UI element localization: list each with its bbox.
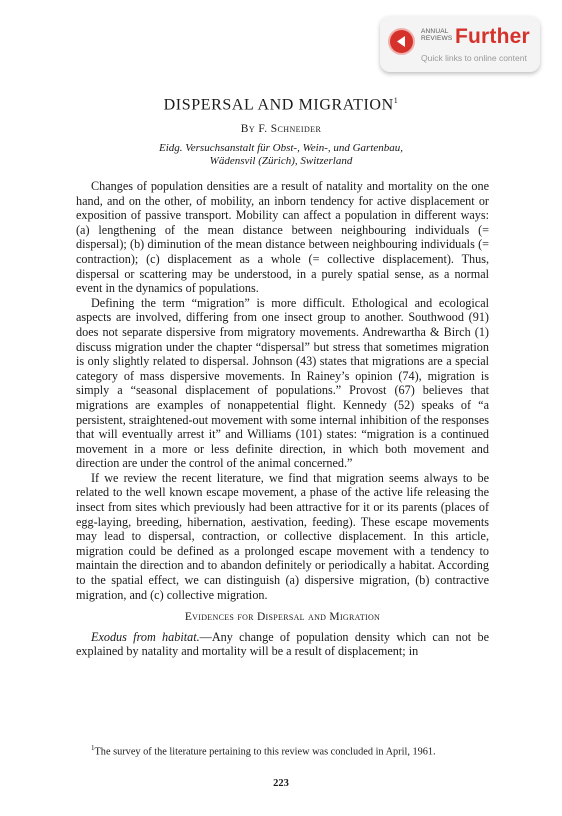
affiliation-line-2: Wädensvil (Zürich), Switzerland	[209, 155, 353, 167]
exodus-lead: Exodus from habitat.	[91, 629, 200, 644]
paragraph-3: If we review the recent literature, we find that migration seems always to be related to the well known escape movement, a phase of the active life releasing the insect from sites which previously had been attractive for it or its parents (places of egg-laying, breeding, hibernation, aestivation, feeding). These escape movements may lead to dispersal, contraction, or collective displacement. In this article, migration could be defined as a prolonged escape movement with a tendency to maintain the direction and to abandon definitely or periodically a habitat. According to the spatial effect, we can distinguish (a) dispersive migration, (b) contractive migration, and (c) collective migration.	[76, 470, 489, 602]
badge-small-line1: ANNUAL	[421, 28, 449, 35]
footnote-text: The survey of the literature pertaining to this review was concluded in April, 1961.	[94, 746, 436, 758]
footnote	[76, 742, 489, 758]
play-left-icon	[388, 28, 415, 55]
badge-title: Further	[455, 25, 530, 48]
article-body	[76, 179, 489, 659]
exodus-text: —Any change of population density which can not be explained by natality and mortality will be a result of displacement; in	[76, 629, 490, 659]
further-badge[interactable]	[380, 16, 540, 72]
paragraph-exodus	[76, 630, 489, 659]
article-title	[0, 96, 562, 114]
affiliation-line-1: Eidg. Versuchsanstalt für Obst-, Wein-, und Gartenbau,	[158, 142, 404, 154]
article-title-text: DISPERSAL AND MIGRATION	[163, 96, 394, 114]
paragraph-2: Defining the term “migration” is more difficult. Ethological and ecological aspects are involved, differing from one insect group to another. Southwood (91) does not separate dispersive from migratory movements. Andrewartha & Birch (1) discuss migration under the chapter “dispersal” but stress that sometimes migration is only slightly related to dispersal. Johnson (43) states that migrations are a special category of mass dispersive movements. In Rainey’s opinion (74), migration is simply a “seasonal displacement of populations.” Provost (67) believes that migrations are examples of nonappetential flight. Kennedy (52) speaks of “a persistent, straightened-out movement with some internal inhibition of the responses that will eventually arrest it” and Williams (101) states: “migration is a continued movement in a more or less definite direction, in which both movement and direction are under the control of the animal concerned.”	[76, 295, 489, 471]
footnote-mark: 1	[91, 744, 95, 752]
title-footnote-mark: 1	[393, 96, 399, 105]
badge-small-line2: REVIEWS	[421, 35, 453, 42]
badge-publisher	[421, 28, 452, 42]
paragraph-1: Changes of population densities are a result of natality and mortality on the one hand, and on the other, of mobility, an inborn tendency for active displacement or exposition of passive transport. Mobility can affect a population in different ways: (a) lengthening of the mean distance between neighbouring individuals (= dispersal); (b) diminution of the mean distance between neighbouring individuals (= contraction); (c) displacement as a whole (= collective displacement). Thus, dispersal or scattering may be understood, in a purely spatial sense, as a normal event in the dynamics of populations.	[76, 179, 489, 296]
section-heading: Evidences for Dispersal and Migration	[184, 611, 381, 624]
page-number: 223	[273, 778, 289, 789]
badge-subtitle: Quick links to online content	[421, 53, 527, 63]
author-line: By F. Schneider	[240, 123, 322, 135]
